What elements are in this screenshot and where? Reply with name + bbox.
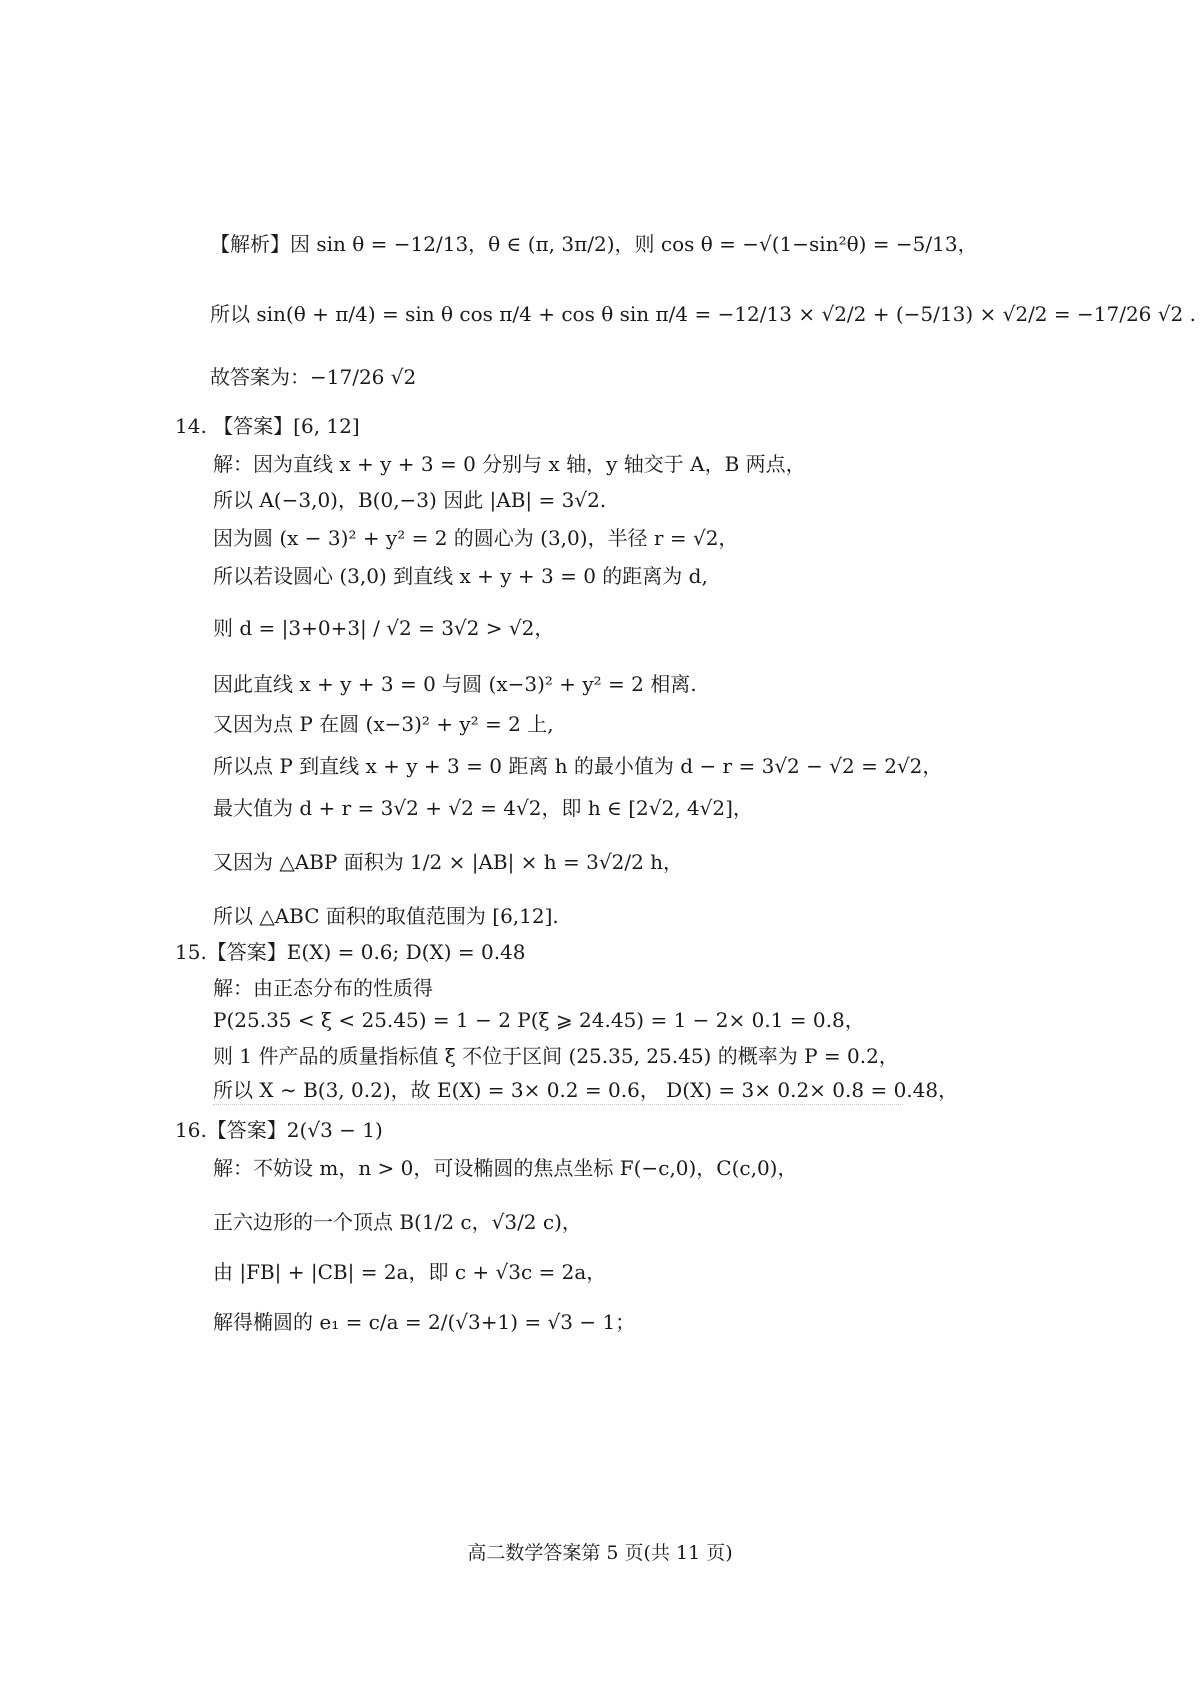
q15-answer-header: 15.【答案】E(X) = 0.6; D(X) = 0.48 — [175, 940, 526, 964]
q15-line-2: P(25.35 < ξ < 25.45) = 1 − 2 P(ξ ⩾ 24.45) = 1 − 2× 0.1 = 0.8， — [213, 1008, 865, 1032]
q16-answer-header: 16.【答案】2(√3 − 1) — [175, 1118, 383, 1142]
q15-line-4: 所以 X ∼ B(3, 0.2)，故 E(X) = 3× 0.2 = 0.6， D(X) = 3× 0.2× 0.8 = 0.48， — [213, 1078, 959, 1102]
q13-analysis-line-2: 所以 sin(θ + π/4) = sin θ cos π/4 + cos θ sin π/4 = −12/13 × √2/2 + (−5/13) × √2/2 = −17/26 √2 . — [210, 302, 1196, 326]
q13-answer-line: 故答案为：−17/26 √2 — [210, 365, 417, 389]
q14-answer-header: 14. 【答案】[6, 12] — [175, 414, 360, 438]
q14-line-10: 又因为 △ABP 面积为 1/2 × |AB| × h = 3√2/2 h， — [213, 850, 684, 874]
q14-line-7: 又因为点 P 在圆 (x−3)² + y² = 2 上, — [213, 712, 554, 736]
q14-line-11: 所以 △ABC 面积的取值范围为 [6,12]. — [213, 904, 559, 928]
q14-line-4: 所以若设圆心 (3,0) 到直线 x + y + 3 = 0 的距离为 d, — [213, 564, 708, 588]
q16-line-3: 由 |FB| + |CB| = 2a，即 c + √3c = 2a， — [213, 1260, 607, 1284]
q14-line-1: 解：因为直线 x + y + 3 = 0 分别与 x 轴，y 轴交于 A，B 两点， — [213, 452, 806, 476]
dotted-divider — [213, 1104, 903, 1105]
q14-line-5: 则 d = |3+0+3| / √2 = 3√2 > √2， — [213, 616, 555, 640]
q14-line-8: 所以点 P 到直线 x + y + 3 = 0 距离 h 的最小值为 d − r = 3√2 − √2 = 2√2， — [213, 754, 943, 778]
q14-line-2: 所以 A(−3,0)，B(0,−3) 因此 |AB| = 3√2. — [213, 488, 607, 512]
q14-line-3: 因为圆 (x − 3)² + y² = 2 的圆心为 (3,0)，半径 r = √2， — [213, 526, 739, 550]
q14-line-9: 最大值为 d + r = 3√2 + √2 = 4√2，即 h ∈ [2√2, 4√2]， — [213, 796, 753, 820]
page-footer: 高二数学答案第 5 页(共 11 页) — [467, 1542, 733, 1564]
q14-line-6: 因此直线 x + y + 3 = 0 与圆 (x−3)² + y² = 2 相离. — [213, 672, 697, 696]
q16-line-2: 正六边形的一个顶点 B(1/2 c，√3/2 c)， — [213, 1210, 582, 1234]
q15-line-1: 解：由正态分布的性质得 — [213, 976, 433, 1000]
q13-analysis-line-1: 【解析】因 sin θ = −12/13，θ ∈ (π, 3π/2)，则 cos θ = −√(1−sin²θ) = −5/13， — [210, 232, 978, 256]
q16-line-4: 解得椭圆的 e₁ = c/a = 2/(√3+1) = √3 − 1； — [213, 1310, 636, 1334]
q15-line-3: 则 1 件产品的质量指标值 ξ 不位于区间 (25.35, 25.45) 的概率为 P = 0.2， — [213, 1044, 899, 1068]
q16-line-1: 解：不妨设 m，n > 0，可设椭圆的焦点坐标 F(−c,0)，C(c,0)， — [213, 1156, 798, 1180]
